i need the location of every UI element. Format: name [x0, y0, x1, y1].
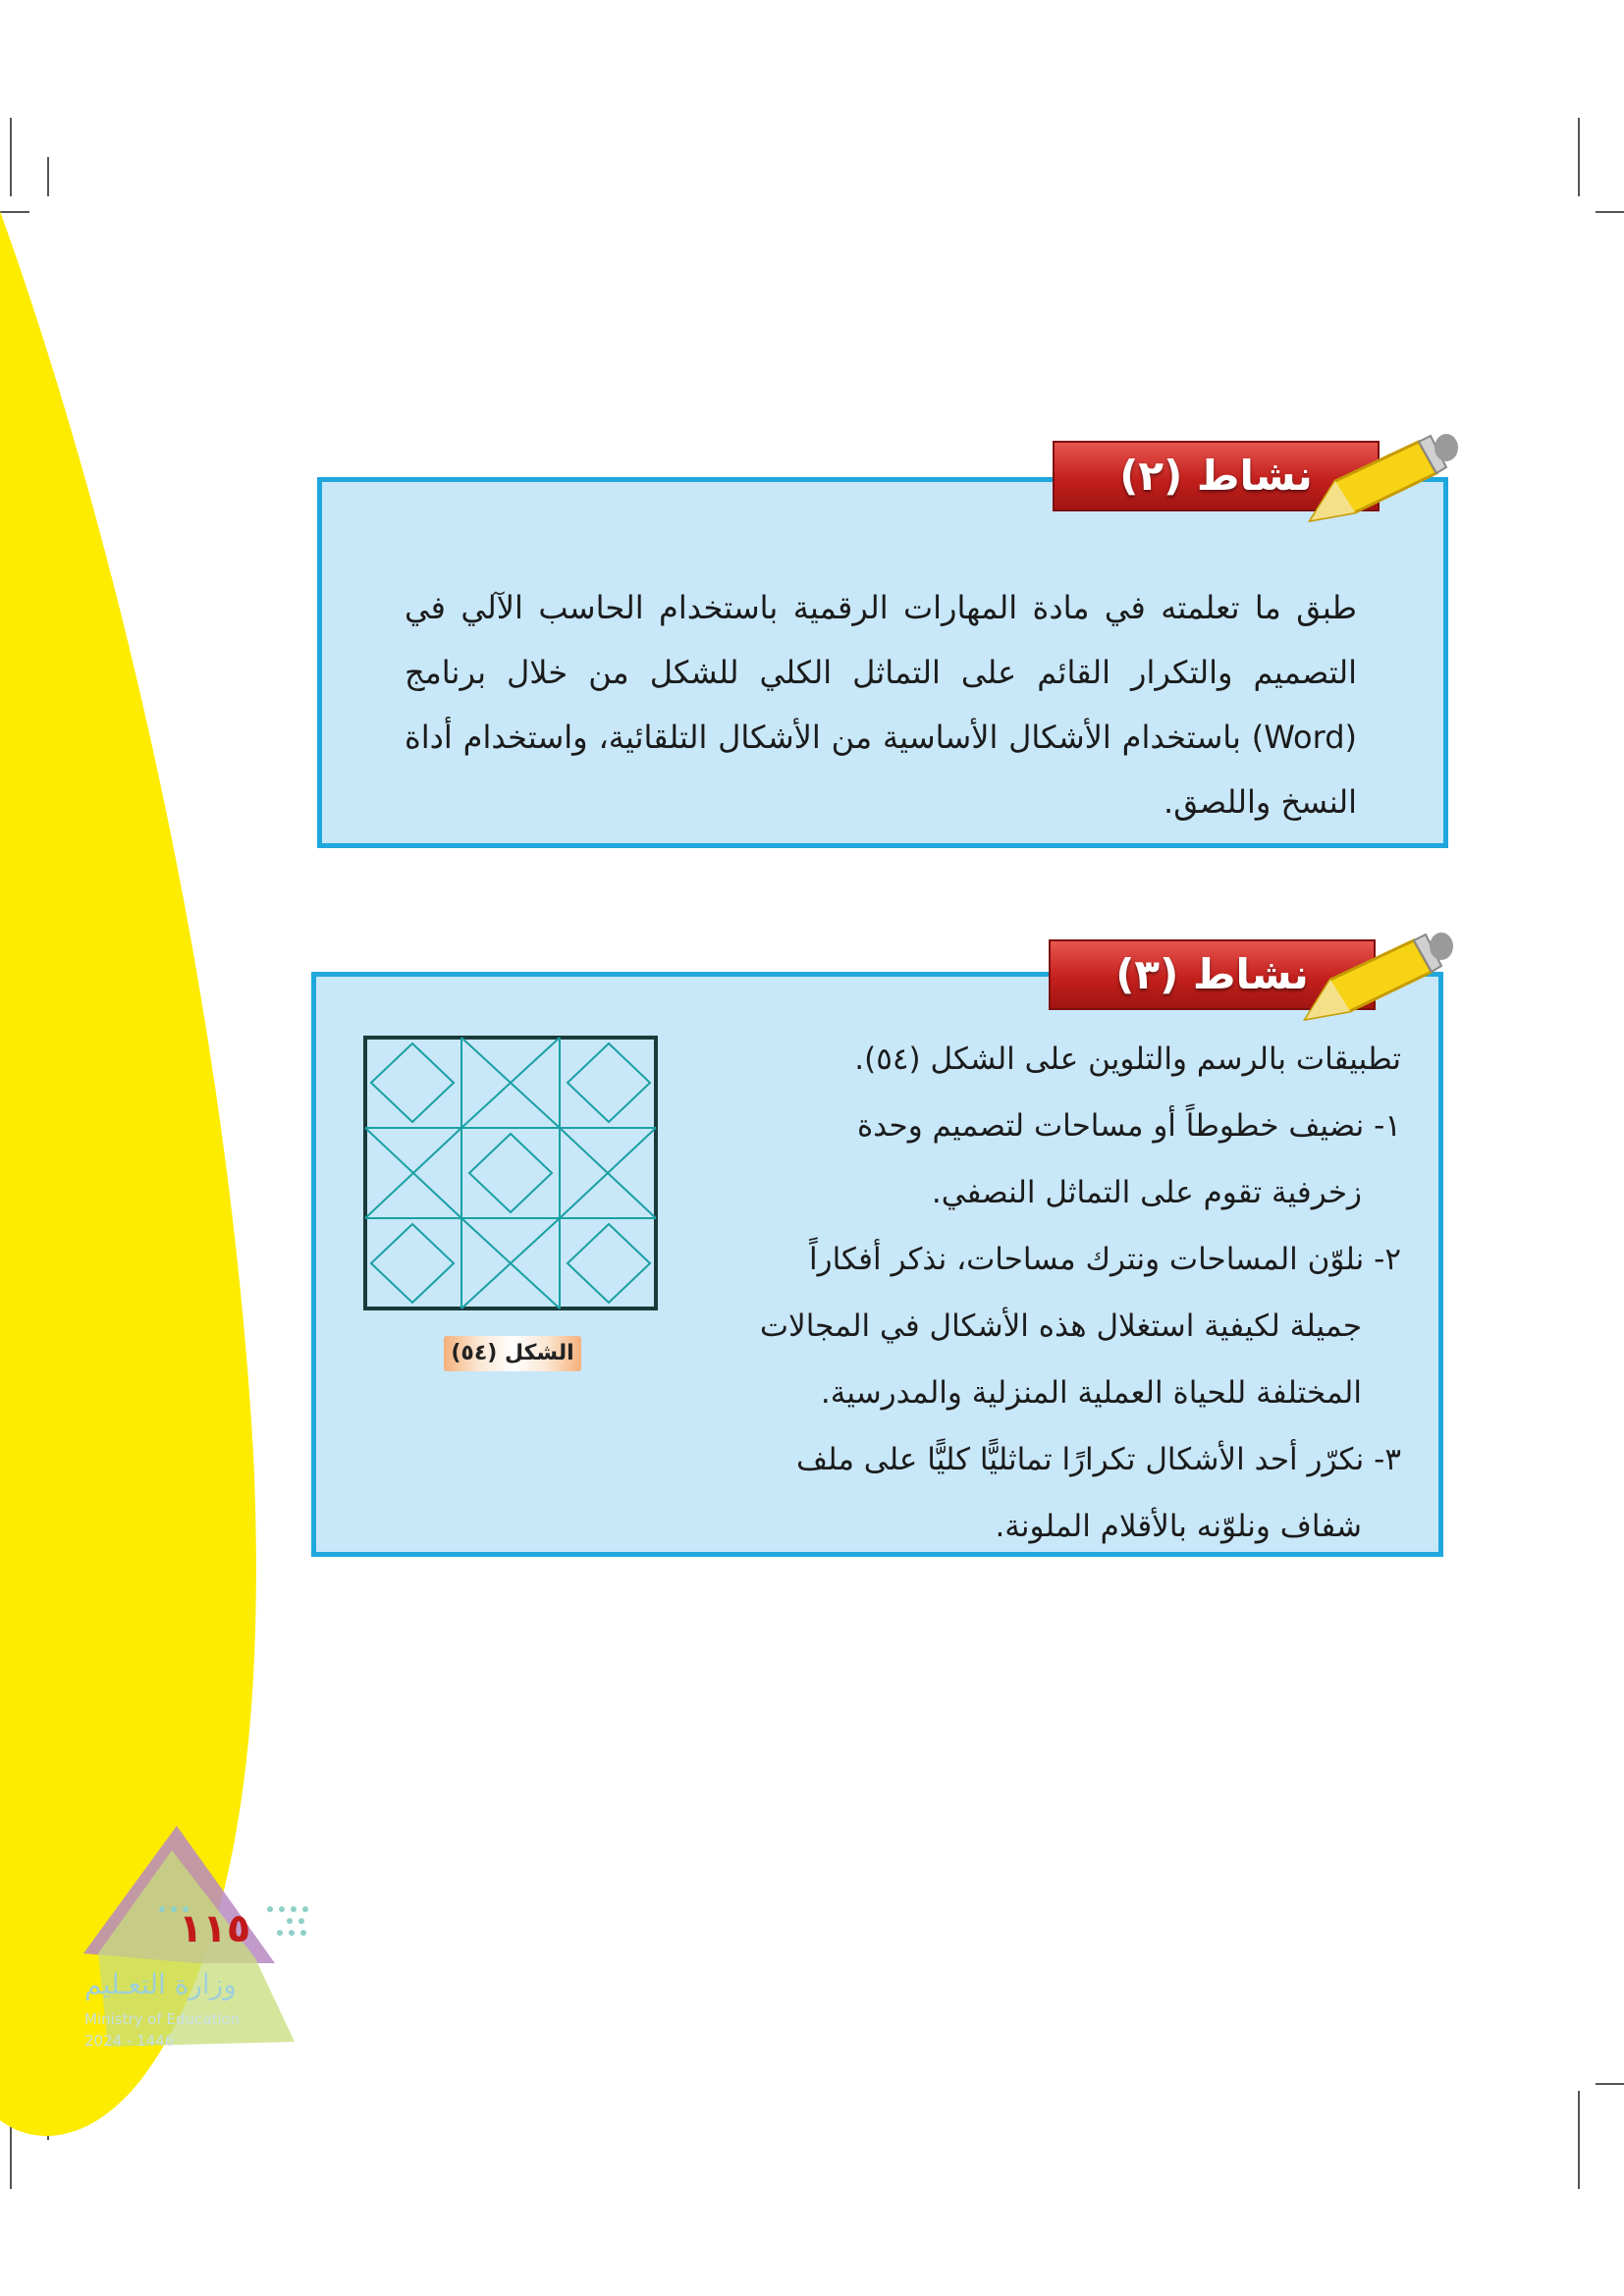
crop-mark [1578, 118, 1580, 196]
crop-mark [1596, 211, 1624, 213]
crop-mark [1578, 2091, 1580, 2189]
ministry-year: 2024 - 1446 [84, 2032, 175, 2050]
activity-3-box [311, 972, 1443, 1557]
activity-3-item-2-cont: المختلفة للحياة العملية المنزلية والمدرسية. [820, 1375, 1362, 1411]
activity-2-text: طبق ما تعلمته في مادة المهارات الرقمية باستخدام الحاسب الآلي في التصميم والتكرار القائم على التماثل الكلي للشكل من خلال برنامج (Word) باستخدام الأشكال الأساسية من الأشكال التلقائية، واستخدام أداة النسخ واللصق. [405, 589, 1357, 821]
activity-3-title: نشاط (٣) [1049, 939, 1376, 1010]
activity-3-intro: تطبيقات بالرسم والتلوين على الشكل (٥٤). [854, 1041, 1401, 1077]
pencil-icon [1296, 921, 1453, 1029]
activity-3-item-1: ١- نضيف خطوطاً أو مساحات لتصميم وحدة [857, 1108, 1401, 1144]
crop-mark [1596, 2083, 1624, 2085]
ministry-name-english: Ministry of Education [84, 2010, 241, 2028]
activity-2-title: نشاط (٢) [1053, 441, 1380, 511]
activity-2-box [317, 477, 1448, 848]
figure-54-pattern [363, 1036, 658, 1310]
activity-3-item-3-cont: شفاف ونلوّنه بالأقلام الملونة. [995, 1509, 1362, 1544]
activity-3-list [699, 1026, 1401, 1560]
activity-3-item-1-cont: زخرفية تقوم على التماثل النصفي. [931, 1175, 1362, 1210]
activity-3-item-2: ٢- نلوّن المساحات ونترك مساحات، نذكر أفكاراً [809, 1242, 1401, 1277]
activity-3-item-2-cont: جميلة لكيفية استغلال هذه الأشكال في المجالات [759, 1308, 1362, 1344]
page-number: ١١٥ [179, 1906, 251, 1951]
figure-54-caption: الشكل (٥٤) [444, 1336, 581, 1371]
pencil-icon [1301, 422, 1458, 530]
activity-3-item-3: ٣- نكرّر أحد الأشكال تكرارًا تماثليًّا كليًّا على ملف [795, 1442, 1401, 1477]
ministry-name-arabic: وزارة التعـليم [84, 1968, 237, 2001]
